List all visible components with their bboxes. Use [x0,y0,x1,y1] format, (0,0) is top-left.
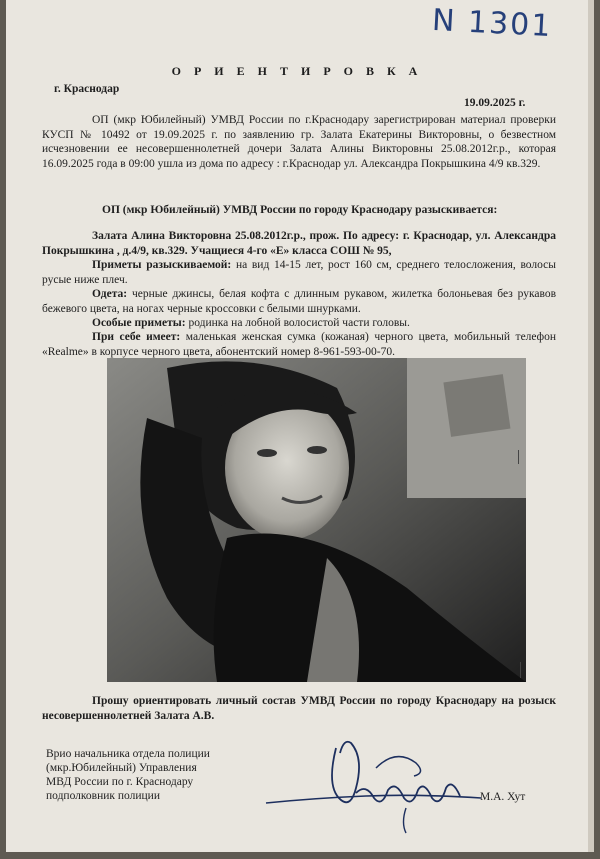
scan-mark [518,450,519,464]
handwritten-number: N 1301 [431,2,554,45]
request-paragraph: Прошу ориентировать личный состав УМВД России по городу Краснодару на розыск несовершеннолетней Залата А.В. [42,695,556,722]
signature-line: Врио начальника отдела полиции [46,748,210,760]
special-label: Особые приметы: [92,317,186,329]
scan-mark [520,662,521,678]
signature-line: подполковник полиции [46,790,160,802]
signs-paragraph [42,258,556,287]
signature-block [46,747,210,803]
city: г. Краснодар [54,83,120,95]
signs-label: Приметы разыскиваемой: [92,259,232,271]
search-header: ОП (мкр Юбилейный) УМВД России по городу Краснодару разыскивается: [102,204,498,216]
special-paragraph [42,316,556,331]
signature-line: (мкр.Юбилейный) Управления [46,762,197,774]
signature-line: МВД России по г. Краснодару [46,776,194,788]
missing-person-photo [107,358,526,682]
special-text: родинка на лобной волосистой части головы. [188,317,410,329]
belongings-text: маленькая женская сумка (кожаная) черного цвета, мобильный телефон «Realme» в корпусе черного цвета, абонентский номер 8-961-593-00-70. [42,331,557,358]
signature-scribble [256,728,486,838]
date: 19.09.2025 г. [464,97,526,109]
person-details: Залата Алина Викторовна 25.08.2012г.р., прож. По адресу: г. Краснодар, ул. Александра Покрышкина , д.4/9, кв.329. Учащиеся 4-го «Е» класса СОШ № 95, [42,230,556,257]
signs-text: на вид 14-15 лет, рост 160 см, среднего телосложения, волосы русые ниже плеч. [42,259,557,286]
clothes-label: Одета: [92,288,128,300]
clothes-paragraph [42,287,556,316]
document-page [6,0,594,852]
signer-name: М.А. Хут [480,791,526,803]
clothes-text: черные джинсы, белая кофта с длинным рукавом, жилетка болоньевая без рукавов бежевого цвета, на ногах черные кроссовки с белыми шнурками. [42,288,557,315]
belongings-paragraph [42,330,556,359]
belongings-label: При себе имеет: [92,331,181,343]
intro-paragraph: ОП (мкр Юбилейный) УМВД России по г.Краснодару зарегистрирован материал проверки КУСП № 10492 от 19.09.2025 г. по заявлению гр. Залата Екатерины Викторовны, о безвестном исчезновении ее несовершеннолетней дочери Залата Алины Викторовны 25.08.2012г.р., которая 16.09.2025 года в 09:00 ушла из дома по адресу : г.Краснодар ул. Александра Покрышкина 4/9 кв.329. [42,114,556,170]
photo-image [107,358,526,682]
document-title: О Р И Е Н Т И Р О В К А [171,64,423,78]
